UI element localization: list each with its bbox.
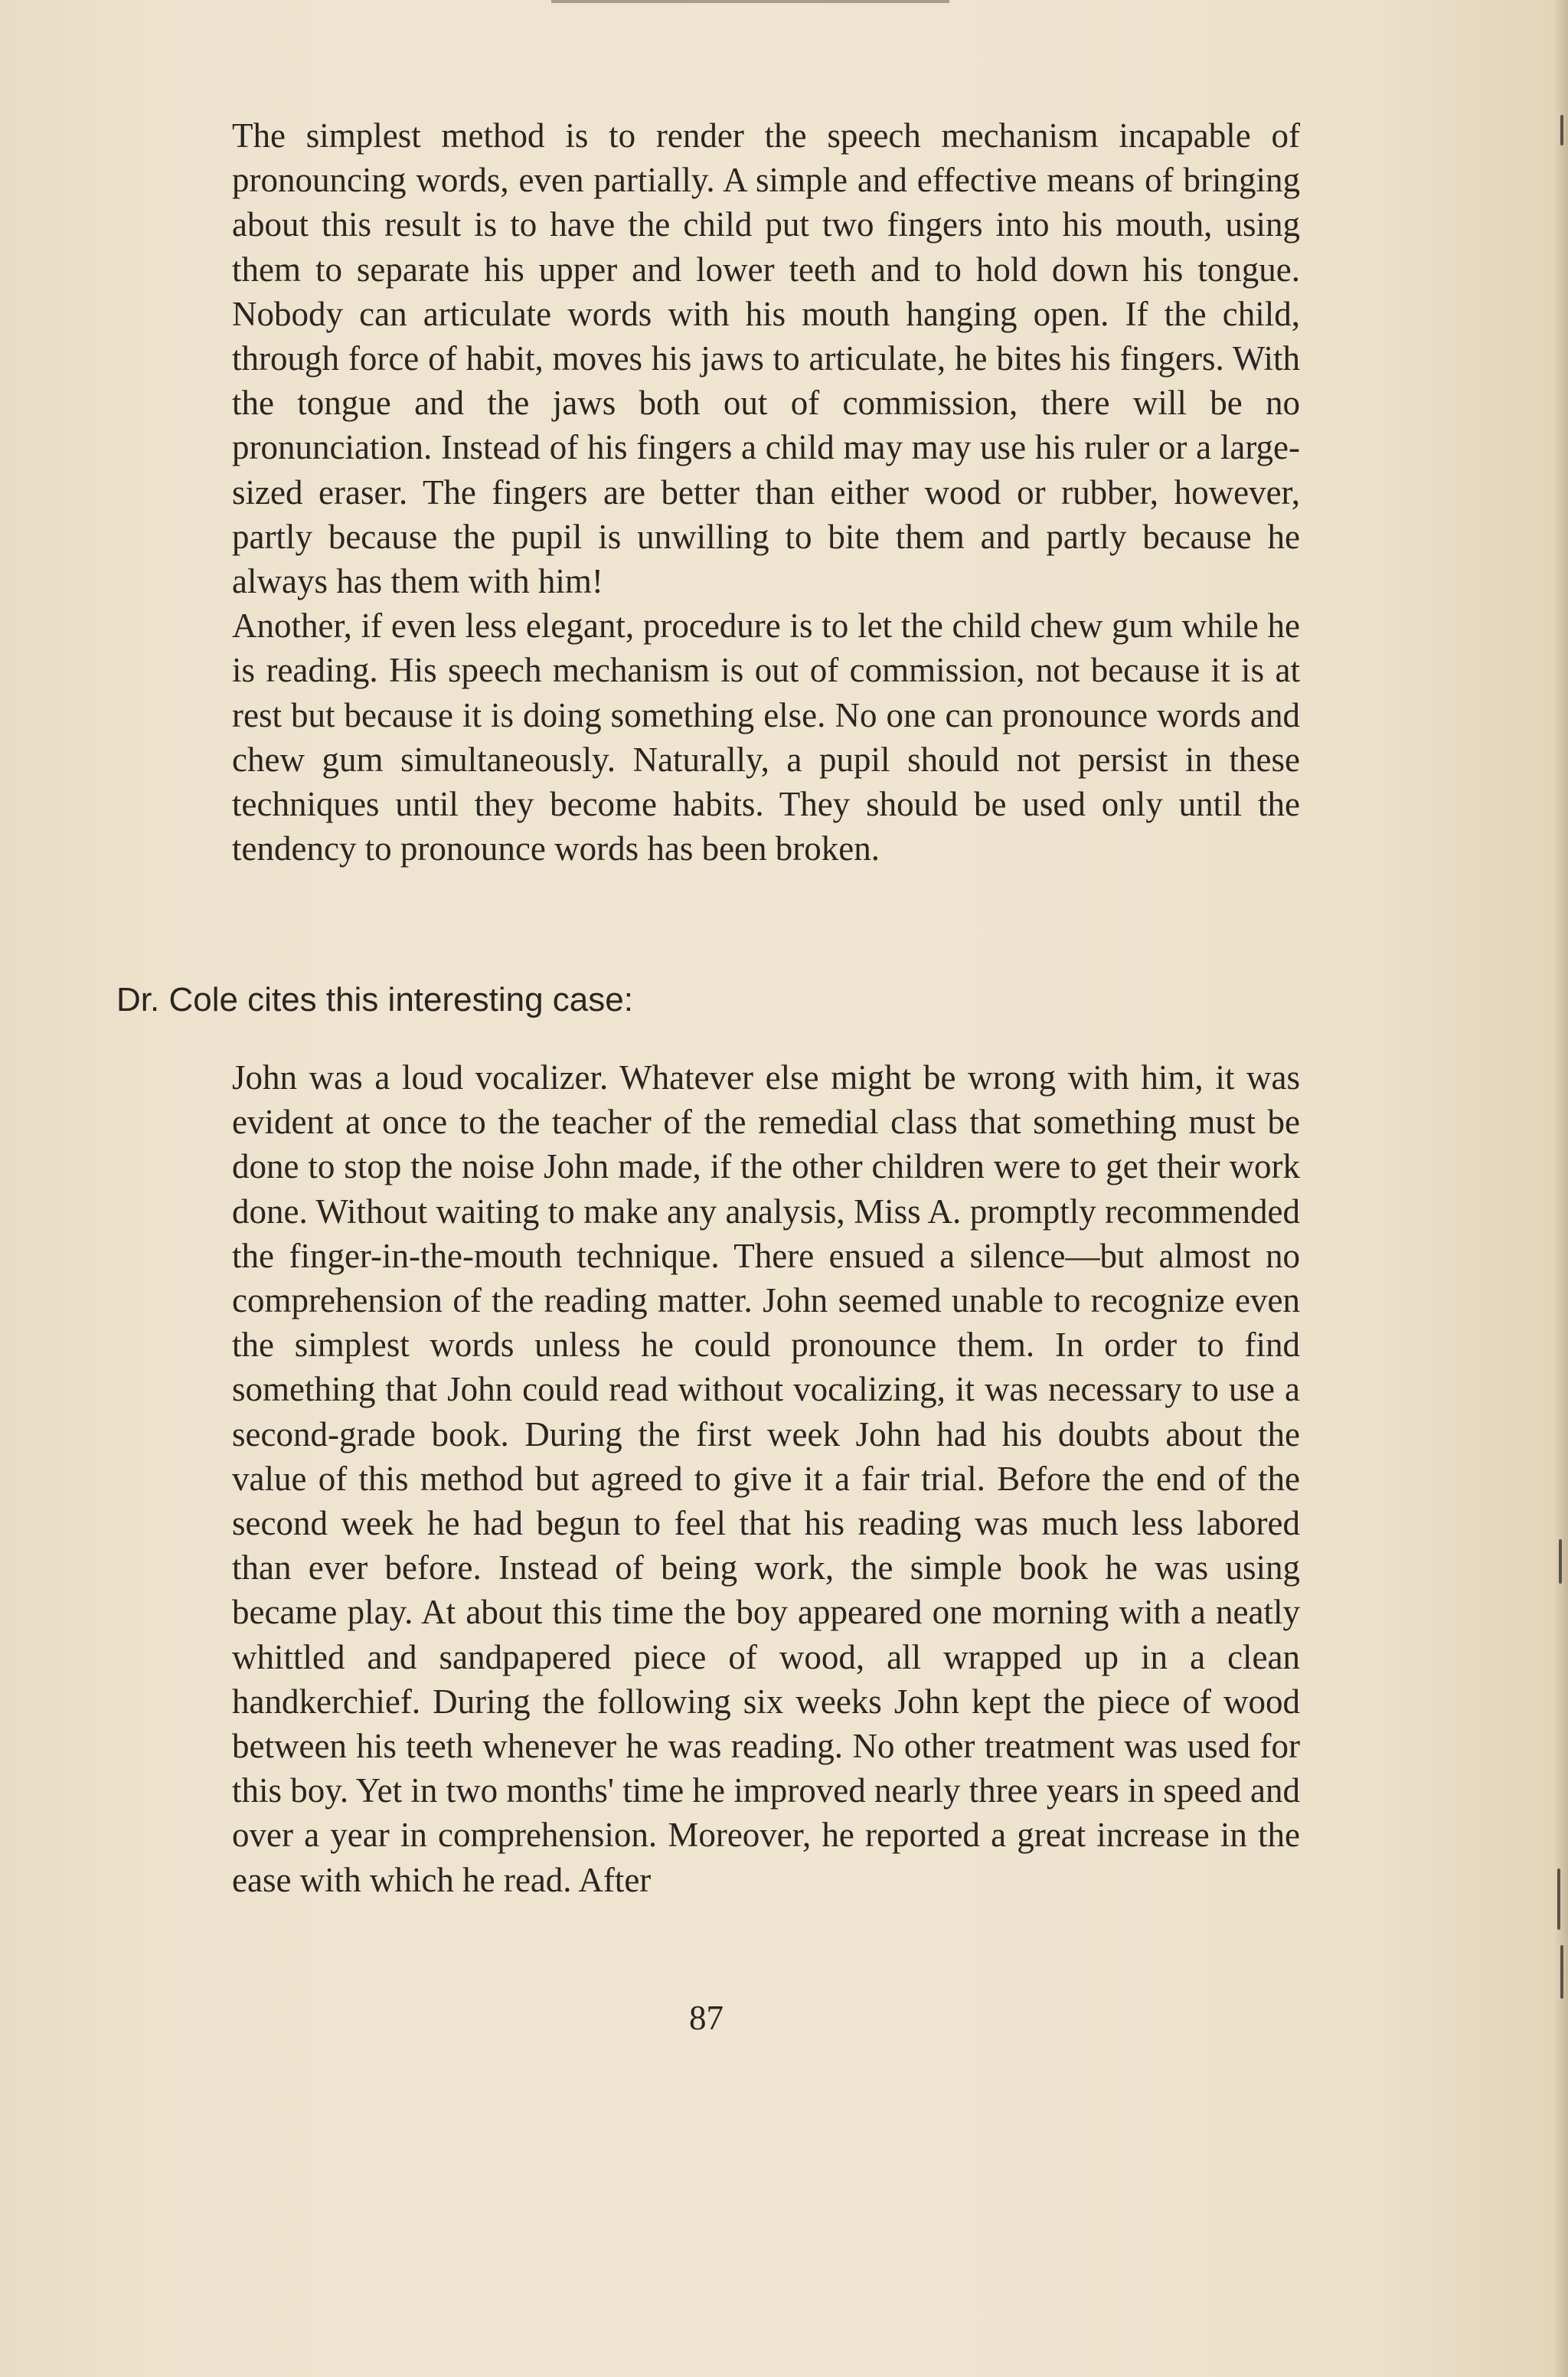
page-number: 87 (689, 1999, 724, 2037)
edge-mark-middle (1559, 1539, 1562, 1584)
edge-mark-lower (1557, 1869, 1560, 1930)
paragraph-john-case: John was a loud vocalizer. Whatever else might be wrong with him, it was evident at once to the teacher of the remedial class that something must be done to stop the noise John made, if the other children were to get their work done. Without waiting to make any analysis, Miss A. promptly recommended the finger-in-the-mouth technique. There ensued a silence—but almost no comprehension of the reading matter. John seemed unable to recognize even the simplest words unless he could pronounce them. In order to find something that John could read without vocalizing, it was necessary to use a second-grade book. During the first week John had his doubts about the value of this method but agreed to give it a fair trial. Before the end of the second week he had begun to feel that his reading was much less labored than ever before. Instead of being work, the simple book he was using became play. At about this time the boy appeared one morning with a neatly whittled and sandpapered piece of wood, all wrapped up in a clean handkerchief. During the following six weeks John kept the piece of wood between his teeth whenever he was reading. No other treatment was used for this boy. Yet in two months' time he improved nearly three years in speed and over a year in comprehension. Moreover, he reported a great increase in the ease with which he read. After (232, 1058, 1300, 1899)
paragraph-chew-gum: Another, if even less elegant, procedure is to let the child chew gum while he is reading. His speech mechanism is out of commission, not because it is at rest but because it is doing something else. No one can pronounce words and chew gum simultaneously. Naturally, a pupil should not persist in these techniques until they become habits. They should be used only until the tendency to pronounce words has been broken. (232, 607, 1300, 868)
paragraph-simplest-method: The simplest method is to render the speech mechanism incapable of pronouncing words, even partially. A simple and effective means of bringing about this result is to have the child put two fingers into his mouth, using them to separate his upper and lower teeth and to hold down his tongue. Nobody can articulate words with his mouth hanging open. If the child, through force of habit, moves his jaws to articulate, he bites his fingers. With the tongue and the jaws both out of commission, there will be no pronunciation. Instead of his fingers a child may may use his ruler or a large-sized eraser. The fingers are better than either wood or rubber, however, partly because the pupil is unwilling to bite them and partly because he always has them with him! (232, 116, 1300, 601)
page-right-edge (1554, 0, 1568, 2377)
opening-paragraphs (232, 113, 1300, 871)
edge-mark-bottom (1560, 1945, 1563, 1999)
section-heading: Dr. Cole cites this interesting case: (116, 981, 633, 1018)
top-edge-rule (551, 0, 949, 3)
edge-mark-top (1560, 115, 1563, 145)
case-quote-block (232, 1055, 1300, 1902)
